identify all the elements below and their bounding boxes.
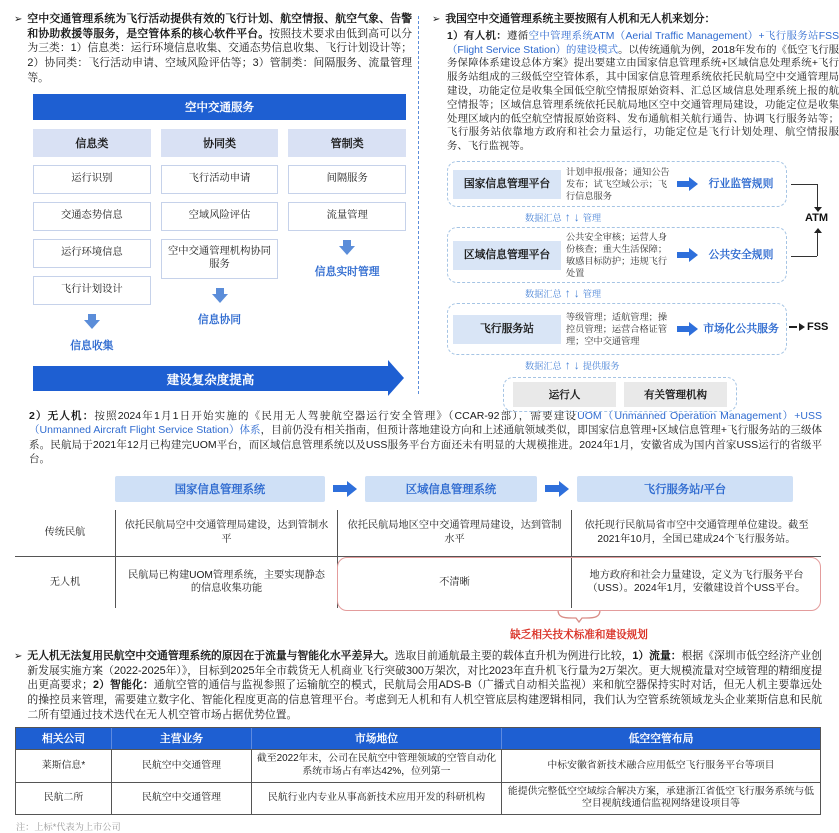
diagram-column-collab: [161, 129, 279, 353]
column-header: 相关公司: [16, 728, 111, 749]
connector-right-label: 管理: [582, 289, 602, 300]
left-column: [14, 12, 412, 404]
fss-pointer: [789, 321, 828, 333]
company-business: 民航空中交通管理: [111, 782, 251, 814]
bottom-a: 选取目前通航最主要的载体直升机为例进行比较，: [394, 649, 633, 662]
company-layout: 中标安徽省新技术融合应用低空飞行服务平台等项目: [501, 749, 820, 781]
connector-left-label: 数据汇总: [525, 213, 562, 224]
table-cell: 依托民航局地区空中交通管理局建设，达到管制水平: [337, 510, 571, 556]
platform-desc: 等级管理；适航管理；操控员管理；运营合格证管理；空中交通管理: [566, 311, 668, 347]
manned-lead: 1）有人机：: [447, 30, 508, 42]
flow-box: 飞行活动申请: [161, 165, 279, 194]
arrow-right-icon: [799, 323, 805, 331]
arrow-down-icon: [574, 284, 580, 302]
bracket-line: [817, 184, 818, 208]
unmanned-blue: UOM（Unmanned Operation Management）+USS（Unmanned Aircraft Flight Service Station）体系: [29, 410, 823, 437]
column-footer-label: 信息实时管理: [314, 266, 380, 279]
manned-atm-diagram: [447, 161, 839, 407]
table-callout: [15, 609, 821, 642]
column-header: 信息类: [33, 129, 151, 157]
column-header: 管制类: [288, 129, 406, 157]
column-divider: [418, 16, 419, 394]
connector-right-label: 管理: [582, 213, 602, 224]
operators-row: [503, 377, 737, 412]
unmanned-pre: 按照2024年1月1日开始实施的《民用无人驾驶航空器运行安全管理》（CCAR-92部），需要建设: [94, 410, 578, 422]
arrow-down-icon: [574, 208, 580, 226]
arrow-down-icon: [339, 240, 355, 255]
left-intro-paragraph: [14, 12, 412, 85]
flow-box: 间隔服务: [288, 165, 406, 194]
comparison-table-body: [15, 510, 821, 608]
flow-text: 根据《深圳市低空经济产业创新发展实施方案（2022-2025年）》，目标到2025年全市载货无人机商业飞行突破300万架次，对比2023年直升机飞行量为2万架次。更大规模流量对空域管理的精细度提出更高要求；: [27, 649, 823, 692]
arrow-right-icon: [677, 322, 698, 336]
connector-left-label: 数据汇总: [525, 361, 562, 372]
platform-desc: 计划申报/报备；通知公告发布；试飞空域公示；飞行信息服务: [566, 166, 670, 202]
company-business: 民航空中交通管理: [111, 749, 251, 781]
unmanned-rest: ，目前仍没有相关指南，但预计落地建设方向和上述通航领域类似，即国家信息管理+区域信息管理+飞行服务站的三级体系。民航局于2021年12月已构建完UOM平台，而区域信息管理系统以及USS服务平台方面还未有明显的大规模推进。2024年1月，安徽省成为国内首家USS运行的省级平台。: [29, 424, 822, 466]
smart-label: 2）智能化：: [92, 679, 154, 692]
unmanned-paragraph: [29, 409, 822, 467]
fss-label: FSS: [807, 321, 829, 334]
diagram-column-info: [33, 129, 151, 353]
flow-box: 交通态势信息: [33, 202, 151, 231]
platform-desc: 公共安全审核；运营人身份核查；重大生活保障；敏感目标防护；违规飞行处置: [566, 231, 668, 279]
arrow-right-icon: [333, 481, 357, 497]
bracket-line: [791, 256, 817, 257]
flow-box: 流量管理: [288, 202, 406, 231]
bullet-icon: ➢: [14, 14, 23, 25]
atm-bracket: [791, 161, 837, 281]
platform-label: 飞行服务站: [453, 315, 561, 344]
top-section: [14, 12, 839, 404]
flow-box: 空中交通管理机构协同服务: [161, 239, 279, 279]
arrow-up-icon: [565, 208, 571, 226]
arrow-right-icon: [545, 481, 569, 497]
row-label: 传统民航: [44, 527, 86, 539]
left-intro-rest: 按照技术要求由低到高可以分为三类：1）信息类：运行环境信息收集、交通态势信息收集、飞行计划设计等；2）协同类：飞行活动申请、空域风险评估等；3）管制类：间隔服务、流量管理等。: [27, 27, 413, 84]
manned-rest: 。以传统通航为例，2018年发布的《低空飞行服务保障体系建设总体方案》提出要建立由国家信息管理系统+区域信息处理系统+飞行服务站组成的三级低空空管体系，其中国家信息管理系统依托民航局空中交通管理局建设，功能定位是收集全国低空航空情报原始资料、汇总区域信息处理系统上报的航空情报等；区域信息管理系统依托民航局地区空中交通管理局建设，功能定位是收集处理区域内的低空航空情报原始资料、发布通航相关航行通告、协调飞行服务站等；飞行服务站依靠地方政府和社会力量运行，功能定位是飞行计划处理、航空情报服务、飞行监视等。: [447, 44, 839, 153]
bottom-lead: 无人机无法复用民航空中交通管理系统的原因在于流量与智能化水平差异大。: [27, 649, 395, 662]
left-intro-text: [27, 12, 412, 85]
table-cell: 民航局已构建UOM管理系统，主要实现静态的信息收集功能: [115, 556, 337, 608]
flow-box: 运行环境信息: [33, 239, 151, 268]
arrow-up-icon: [814, 228, 822, 233]
right-title-paragraph: [432, 12, 839, 27]
left-intro-lead: 空中交通管理系统为飞行活动提供有效的飞行计划、航空情报、航空气象、告警和协助救援等服务，是空管体系的核心软件平台。: [27, 13, 412, 40]
column-header: 低空空管布局: [501, 728, 820, 749]
complexity-banner-arrow: 建设复杂度提高: [33, 366, 388, 391]
air-traffic-services-diagram: [33, 94, 406, 391]
platform-label: 区域信息管理平台: [453, 241, 561, 270]
flow-box: 空域风险评估: [161, 202, 279, 231]
data-flow-connector: [525, 355, 620, 375]
footnote: 注：上标*代表为上市公司: [16, 821, 121, 832]
comparison-table-header: [115, 476, 821, 502]
bullet-icon: ➢: [14, 650, 23, 662]
connector-right-label: 提供服务: [582, 361, 620, 372]
table-cell: 不清晰: [337, 556, 571, 608]
arrow-up-icon: [565, 356, 571, 374]
callout-text: 缺乏相关技术标准和建设规划: [510, 628, 648, 641]
arrow-down-icon: [212, 288, 228, 303]
regional-platform-row: [447, 227, 787, 283]
company-table: [15, 727, 821, 815]
rule-label: 市场化公共服务: [703, 322, 779, 335]
diagram-columns: [33, 129, 406, 353]
bracket-line: [791, 184, 817, 185]
flight-service-station-row: [447, 303, 787, 355]
table-cell: 地方政府和社会力量建设，定义为飞行服务平台（USS）。2024年1月，安徽建设首个USS平台。: [571, 556, 821, 608]
bottom-paragraph-text: [27, 649, 822, 722]
atm-label: ATM: [805, 212, 829, 225]
arrow-right-icon: [677, 248, 698, 262]
data-flow-connector: [525, 207, 601, 227]
operator-box: 运行人: [513, 382, 616, 407]
manned-blue: 空中管理系统ATM（Aerial Traffic Management）+飞行服务站FSS（Flight Service Station）的建设模式: [447, 30, 839, 56]
company-name: 莱斯信息*: [16, 749, 111, 781]
column-footer-label: 信息协同: [197, 314, 242, 327]
flow-box: 飞行计划设计: [33, 276, 151, 305]
right-column: [412, 12, 839, 404]
bottom-paragraph: [14, 649, 822, 722]
connector-left-label: 数据汇总: [525, 289, 562, 300]
bullet-icon: ➢: [432, 14, 441, 25]
arrow-down-icon: [84, 314, 100, 329]
company-position: 截至2022年末，公司在民航空中管理领域的空管自动化系统市场占有率达42%，位列第一: [251, 749, 501, 781]
unmanned-lead: 2）无人机：: [29, 410, 95, 422]
company-layout: 能提供完整低空空域综合解决方案，承建浙江省低空飞行服务系统与低空目视航线通信监视网络建设项目等: [501, 782, 820, 814]
comparison-table: [15, 476, 821, 642]
company-position: 民航行业内专业从事高新技术应用开发的科研机构: [251, 782, 501, 814]
rule-label: 公共安全规则: [708, 248, 774, 261]
header-box: 区域信息管理系统: [365, 476, 537, 502]
table-cell: 依托现行民航局省市空中交通管理单位建设。截至2021年10月，全国已建成24个飞行服务站。: [571, 510, 821, 556]
brace-icon: [557, 609, 601, 622]
column-header: 市场地位: [251, 728, 501, 749]
header-box: 国家信息管理系统: [115, 476, 325, 502]
smart-text: 通航空管的通信与监视参照了运输航空的模式，民航局会用ADS-B（广播式自动相关监视）来和航空器保持实时对话，但无人机主要靠远处的操控员来管理，需要建立数字化、智能化程度更高的信息管理平台。考虑到无人机和有人机空管底层构建逻辑相同，我们认为空管系统领域龙头企业莱斯信息和民航二所有望通过技术迭代在无人机空管市场占据优势位置。: [27, 679, 823, 721]
operator-box: 有关管理机构: [624, 382, 727, 407]
manned-pre: 遵循: [507, 30, 529, 42]
diagram-column-control: [288, 129, 406, 353]
column-footer-label: 信息收集: [70, 340, 114, 353]
arrow-down-icon: [574, 356, 580, 374]
column-header: 协同类: [161, 129, 279, 157]
flow-label: 1）流量：: [632, 649, 682, 662]
arrow-right-icon: [789, 326, 797, 328]
flow-box: 运行识别: [33, 165, 151, 194]
rule-label: 行业监管规则: [708, 177, 774, 190]
header-box: 飞行服务站/平台: [577, 476, 793, 502]
column-header: 主营业务: [111, 728, 251, 749]
arrow-right-icon: [677, 177, 698, 191]
arrow-up-icon: [565, 284, 571, 302]
bracket-line: [817, 232, 818, 256]
data-flow-connector: [525, 283, 601, 303]
table-cell: 依托民航局空中交通管理局建设，达到管制水平: [115, 510, 337, 556]
row-label: 无人机: [15, 556, 115, 608]
diagram-title-bar: 空中交通服务: [33, 94, 406, 120]
right-title: 我国空中交通管理系统主要按照有人机和无人机来划分：: [445, 13, 716, 25]
national-platform-row: [447, 161, 787, 207]
company-name: 民航二所: [16, 782, 111, 814]
platform-label: 国家信息管理平台: [453, 170, 561, 199]
manned-paragraph: [447, 30, 839, 154]
